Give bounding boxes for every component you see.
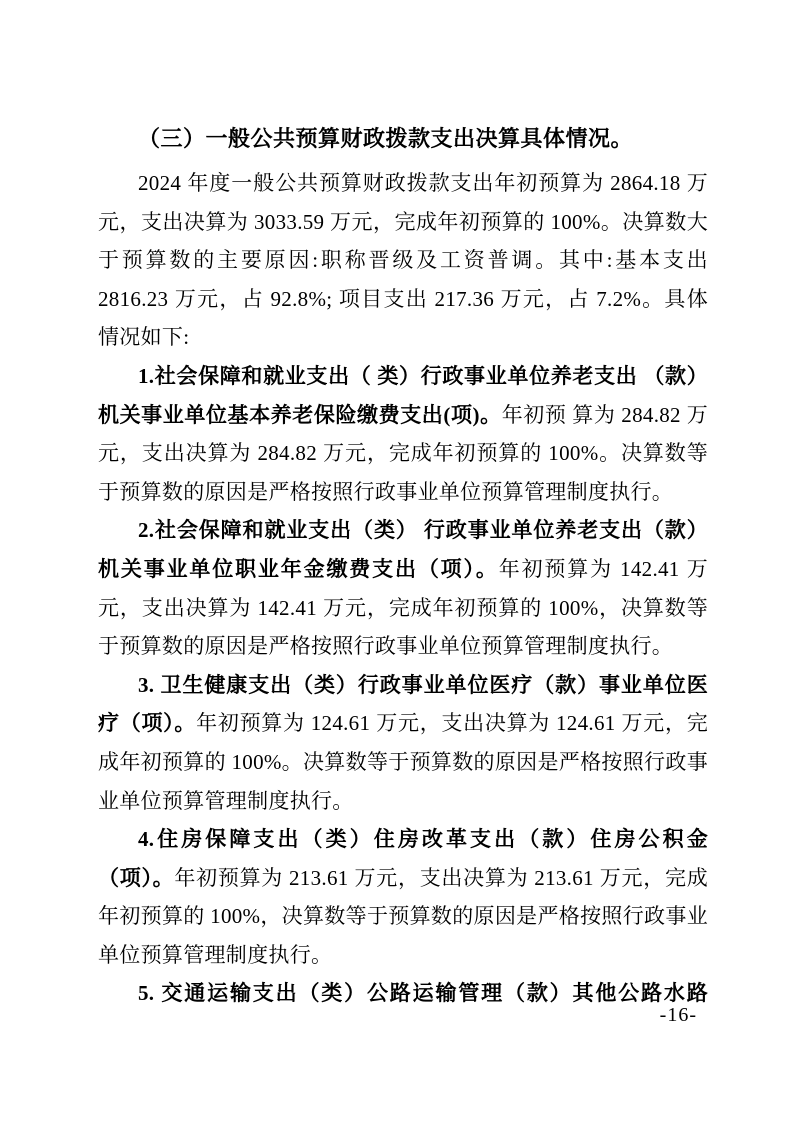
intro-paragraph: 2024 年度一般公共预算财政拨款支出年初预算为 2864.18 万元，支出决算为 3033.59 万元，完成年初预算的 100%。决算数大于预算数的主要原因:职称晋级及工资普调。其中:基本支出 2816.23 万元，占 92.8%; 项目支出 217.36 万元，占 7.2%。具体情况如下: bbox=[98, 171, 708, 350]
budget-item-3-heading: 3. 卫生健康支出（类）行政事业单位医疗（款）事业单位医疗（项）。 bbox=[98, 672, 708, 736]
budget-item-1-text: 年初预 算为 284.82 万元，支出决算为 284.82 万元，完成年初预算的 100%。决算数等于预算数的原因是严格按照行政事业单位预算管理制度执行。 bbox=[98, 402, 708, 504]
budget-item-2-text: 年初预算为 142.41 万元，支出决算为 142.41 万元，完成年初预算的 100%，决算数等于预算数的原因是严格按照行政事业单位预算管理制度执行。 bbox=[98, 556, 709, 659]
budget-item-5-heading: 5. 交通运输支出（类）公路运输管理（款）其他公路水路 bbox=[138, 981, 708, 1006]
budget-item-1-heading: 1.社会保障和就业支出（ 类）行政事业单位养老支出 （款）机关事业单位基本养老保险缴费支出(项)。 bbox=[98, 363, 708, 427]
budget-item-4-text: 年初预算为 213.61 万元，支出决算为 213.61 万元，完成年初预算的 100%，决算数等于预算数的原因是严格按照行政事业单位预算管理制度执行。 bbox=[98, 865, 709, 967]
budget-item-4-heading: 4.住房保障支出（类）住房改革支出（款）住房公积金（项）。 bbox=[98, 827, 708, 890]
budget-item-5 bbox=[98, 974, 708, 1013]
budget-item-3-text: 年初预算为 124.61 万元，支出决算为 124.61 万元，完成年初预算的 100%。决算数等于预算数的原因是严格按照行政事业单位预算管理制度执行。 bbox=[98, 711, 708, 813]
page-content bbox=[98, 119, 708, 1013]
budget-item-2-heading: 2.社会保障和就业支出（类） 行政事业单位养老支出（款）机关事业单位职业年金缴费支出（项）。 bbox=[98, 518, 708, 581]
budget-item-4 bbox=[98, 820, 708, 974]
page-number: -16- bbox=[659, 1004, 697, 1026]
budget-item-3 bbox=[98, 666, 708, 820]
budget-item-2 bbox=[98, 511, 708, 665]
section-title: （三）一般公共预算财政拨款支出决算具体情况。 bbox=[138, 126, 634, 151]
budget-item-1 bbox=[98, 357, 708, 511]
